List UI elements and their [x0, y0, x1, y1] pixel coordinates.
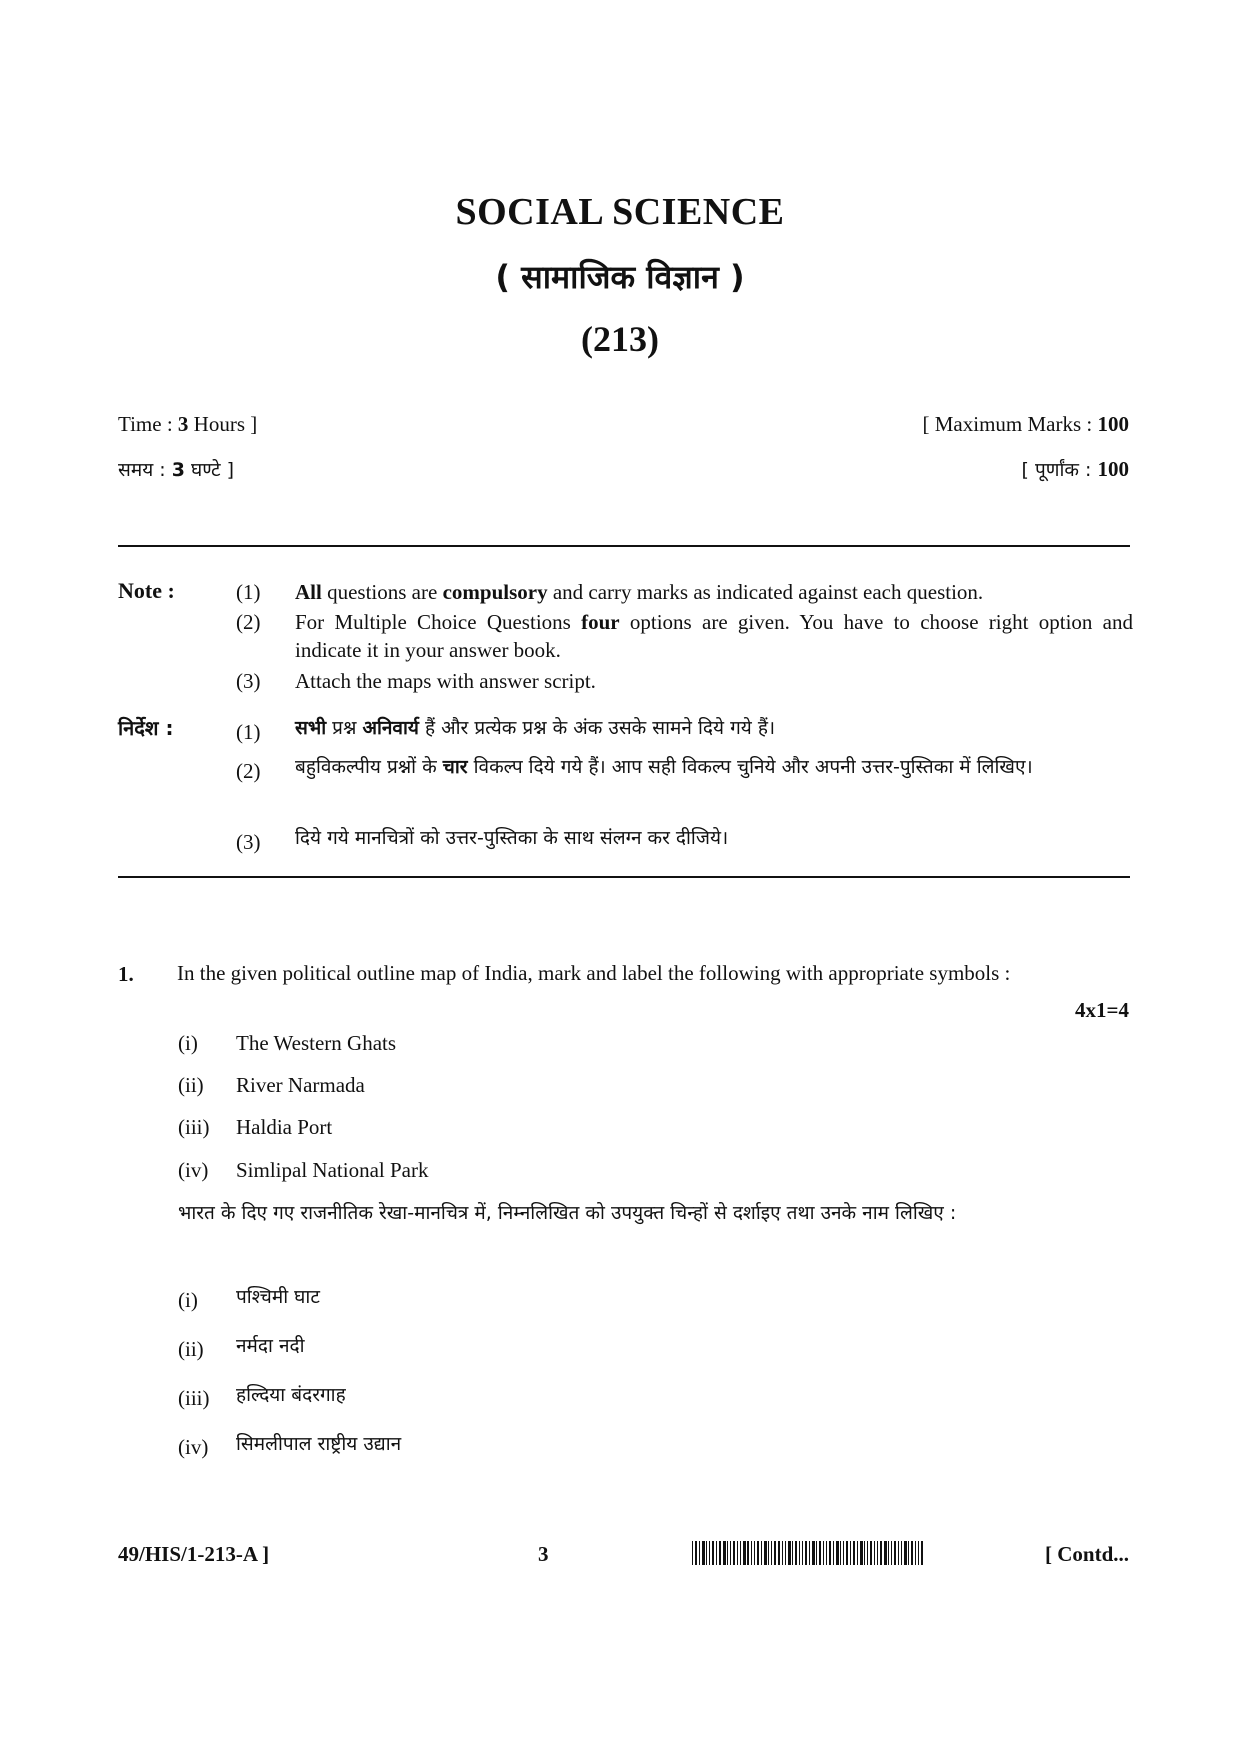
barcode-bar	[823, 1541, 824, 1565]
marks-en-value: 100	[1097, 412, 1129, 436]
marks-en	[923, 412, 1129, 437]
barcode-bar	[802, 1541, 803, 1565]
barcode-bar	[836, 1541, 839, 1565]
barcode-bar	[819, 1541, 821, 1565]
q1-hi-roman-3: (iii)	[178, 1386, 210, 1410]
note-en-text-2	[295, 608, 1133, 664]
barcode-bar	[874, 1541, 875, 1565]
barcode-bar	[751, 1541, 752, 1565]
note-en-1-part1: questions are	[321, 580, 443, 604]
note-hi-num-3: (3)	[236, 830, 261, 854]
barcode-bar	[833, 1541, 834, 1565]
barcode-bar	[840, 1541, 841, 1565]
page-title-hindi: ( सामाजिक विज्ञान )	[495, 258, 745, 296]
barcode-bar	[709, 1541, 710, 1565]
barcode-bar	[884, 1541, 887, 1565]
marks-en-prefix: [ Maximum Marks :	[922, 412, 1098, 436]
barcode-bar	[853, 1541, 855, 1565]
barcode-bar	[727, 1541, 728, 1565]
marks-hi	[1022, 456, 1129, 482]
note-hi-text-3: दिये गये मानचित्रों को उत्तर-पुस्तिका के साथ संलग्न कर दीजिये।	[295, 827, 729, 849]
note-hi-1-bold-anivarya: अनिवार्य	[362, 717, 419, 739]
q1-en-roman-1: (i)	[178, 1031, 198, 1055]
barcode-bar	[901, 1541, 902, 1565]
barcode-bar	[805, 1541, 807, 1565]
barcode-bar	[706, 1541, 707, 1565]
note-hi-num-1: (1)	[236, 720, 261, 744]
q1-hi-roman-2: (ii)	[178, 1337, 204, 1361]
marks-hi-prefix: [ पूर्णांक :	[1021, 459, 1098, 481]
note-label-hindi: निर्देश :	[118, 716, 174, 740]
note-en-num-1: (1)	[236, 580, 261, 604]
barcode-bar	[740, 1541, 741, 1565]
q1-en-roman-3: (iii)	[178, 1115, 210, 1139]
note-hi-2-part2: विकल्प दिये गये हैं। आप सही विकल्प चुनिये और अपनी उत्तर-पुस्तिका में लिखिए।	[467, 756, 1033, 778]
time-hi-prefix: समय :	[118, 459, 172, 481]
barcode-bar	[764, 1541, 767, 1565]
barcode-bar	[737, 1541, 738, 1565]
barcode-bar	[771, 1541, 772, 1565]
question-number: 1.	[118, 962, 134, 986]
barcode-bar	[864, 1541, 865, 1565]
barcode-bar	[915, 1541, 916, 1565]
note-hi-text-1	[295, 711, 1133, 745]
barcode-bar	[743, 1541, 746, 1565]
barcode-bar	[877, 1541, 878, 1565]
q1-hi-roman-4: (iv)	[178, 1435, 209, 1459]
barcode-bar	[809, 1541, 810, 1565]
barcode-bar	[757, 1541, 759, 1565]
q1-hi-item-4: सिमलीपाल राष्ट्रीय उद्यान	[236, 1433, 402, 1455]
note-hi-2-bold-char: चार	[442, 756, 468, 778]
question-text-en: In the given political outline map of India, mark and label the following with appropriate symbols :	[177, 961, 1011, 985]
subject-code: (213)	[581, 319, 659, 359]
note-hi-1-bold-sabhi: सभी	[295, 717, 327, 739]
barcode-bar	[730, 1541, 731, 1565]
barcode-bar	[870, 1541, 872, 1565]
contd-label: [ Contd...	[1044, 1542, 1129, 1566]
barcode-bar	[826, 1541, 827, 1565]
q1-hi-item-2: नर्मदा नदी	[236, 1335, 305, 1357]
divider-bottom	[118, 876, 1130, 878]
barcode-bar	[867, 1541, 868, 1565]
barcode-bar	[774, 1541, 776, 1565]
barcode-bar	[857, 1541, 858, 1565]
barcode-bar	[829, 1541, 831, 1565]
page-number: 3	[538, 1542, 549, 1566]
q1-hi-item-1: पश्चिमी घाट	[236, 1286, 320, 1308]
barcode-bar	[754, 1541, 755, 1565]
barcode-bar	[712, 1541, 714, 1565]
note-hi-2-part1: बहुविकल्पीय प्रश्नों के	[295, 756, 443, 778]
barcode-bar	[747, 1541, 749, 1565]
barcode-bar	[894, 1541, 896, 1565]
barcode-bar	[812, 1541, 815, 1565]
barcode-bar	[911, 1541, 913, 1565]
time-hi-value: 3	[171, 459, 185, 481]
barcode-bar	[761, 1541, 762, 1565]
barcode-bar	[723, 1541, 726, 1565]
time-en-value: 3	[177, 412, 189, 436]
barcode-bar	[795, 1541, 797, 1565]
barcode-bar	[850, 1541, 851, 1565]
barcode-bar	[888, 1541, 889, 1565]
q1-hi-roman-1: (i)	[178, 1288, 198, 1312]
note-hi-num-2: (2)	[236, 759, 261, 783]
note-hi-text-2	[295, 750, 1133, 784]
barcode-bar	[782, 1541, 783, 1565]
barcode-bar	[880, 1541, 882, 1565]
barcode-bar	[891, 1541, 892, 1565]
q1-en-roman-2: (ii)	[178, 1073, 204, 1097]
q1-en-roman-4: (iv)	[178, 1158, 209, 1182]
q1-en-item-1: The Western Ghats	[236, 1031, 397, 1055]
barcode	[692, 1541, 925, 1565]
note-en-num-2: (2)	[236, 610, 261, 634]
time-en	[118, 412, 257, 437]
question-text-hi: भारत के दिए गए राजनीतिक रेखा-मानचित्र में, निम्नलिखित को उपयुक्त चिन्हों से दर्शाइए तथा उनके नाम लिखिए :	[178, 1202, 957, 1224]
marks-hi-value: 100	[1097, 457, 1129, 481]
time-hi-suffix: घण्टे ]	[184, 459, 235, 481]
barcode-bar	[778, 1541, 780, 1565]
barcode-bar	[846, 1541, 848, 1565]
barcode-bar	[843, 1541, 844, 1565]
q1-en-item-3: Haldia Port	[236, 1115, 333, 1139]
barcode-bar	[733, 1541, 735, 1565]
note-en-2-part1: For Multiple Choice Questions	[295, 610, 582, 634]
barcode-bar	[904, 1541, 907, 1565]
note-label: Note :	[118, 578, 175, 603]
question-marks: 4x1=4	[1075, 998, 1129, 1022]
q1-en-item-4: Simlipal National Park	[236, 1158, 429, 1182]
barcode-bar	[799, 1541, 800, 1565]
note-en-2-bold-four: four	[581, 610, 620, 634]
barcode-bar	[860, 1541, 863, 1565]
barcode-bar	[816, 1541, 817, 1565]
note-en-2-part2: options are given. You have to choose right option and indicate it in your answer book.	[295, 610, 1133, 662]
page-title: SOCIAL SCIENCE	[455, 191, 785, 233]
barcode-bar	[908, 1541, 909, 1565]
time-hi	[118, 456, 234, 482]
note-en-1-bold-compulsory: compulsory	[442, 580, 548, 604]
barcode-bar	[918, 1541, 919, 1565]
barcode-bar	[788, 1541, 791, 1565]
paper-code: 49/HIS/1-213-A ]	[118, 1542, 270, 1566]
q1-en-item-2: River Narmada	[236, 1073, 365, 1097]
barcode-bar	[921, 1541, 923, 1565]
barcode-bar	[702, 1541, 705, 1565]
barcode-bar	[716, 1541, 717, 1565]
barcode-bar	[768, 1541, 769, 1565]
barcode-bar	[792, 1541, 793, 1565]
note-en-num-3: (3)	[236, 669, 261, 693]
note-en-1-bold-all: All	[295, 580, 322, 604]
divider-top	[118, 545, 1130, 547]
barcode-bar	[719, 1541, 721, 1565]
note-en-1-part2: and carry marks as indicated against each question.	[547, 580, 984, 604]
note-en-text-3: Attach the maps with answer script.	[295, 669, 596, 693]
barcode-bar	[785, 1541, 786, 1565]
note-hi-1-part1: प्रश्न	[326, 717, 363, 739]
note-hi-1-part2: हैं और प्रत्येक प्रश्न के अंक उसके सामने दिये गये हैं।	[418, 717, 776, 739]
barcode-bar	[699, 1541, 700, 1565]
note-en-text-1	[295, 578, 1135, 606]
barcode-bar	[692, 1541, 693, 1565]
time-en-suffix: Hours ]	[188, 412, 258, 436]
barcode-bar	[695, 1541, 697, 1565]
time-en-prefix: Time :	[118, 412, 178, 436]
barcode-bar	[898, 1541, 899, 1565]
q1-hi-item-3: हल्दिया बंदरगाह	[236, 1384, 346, 1406]
